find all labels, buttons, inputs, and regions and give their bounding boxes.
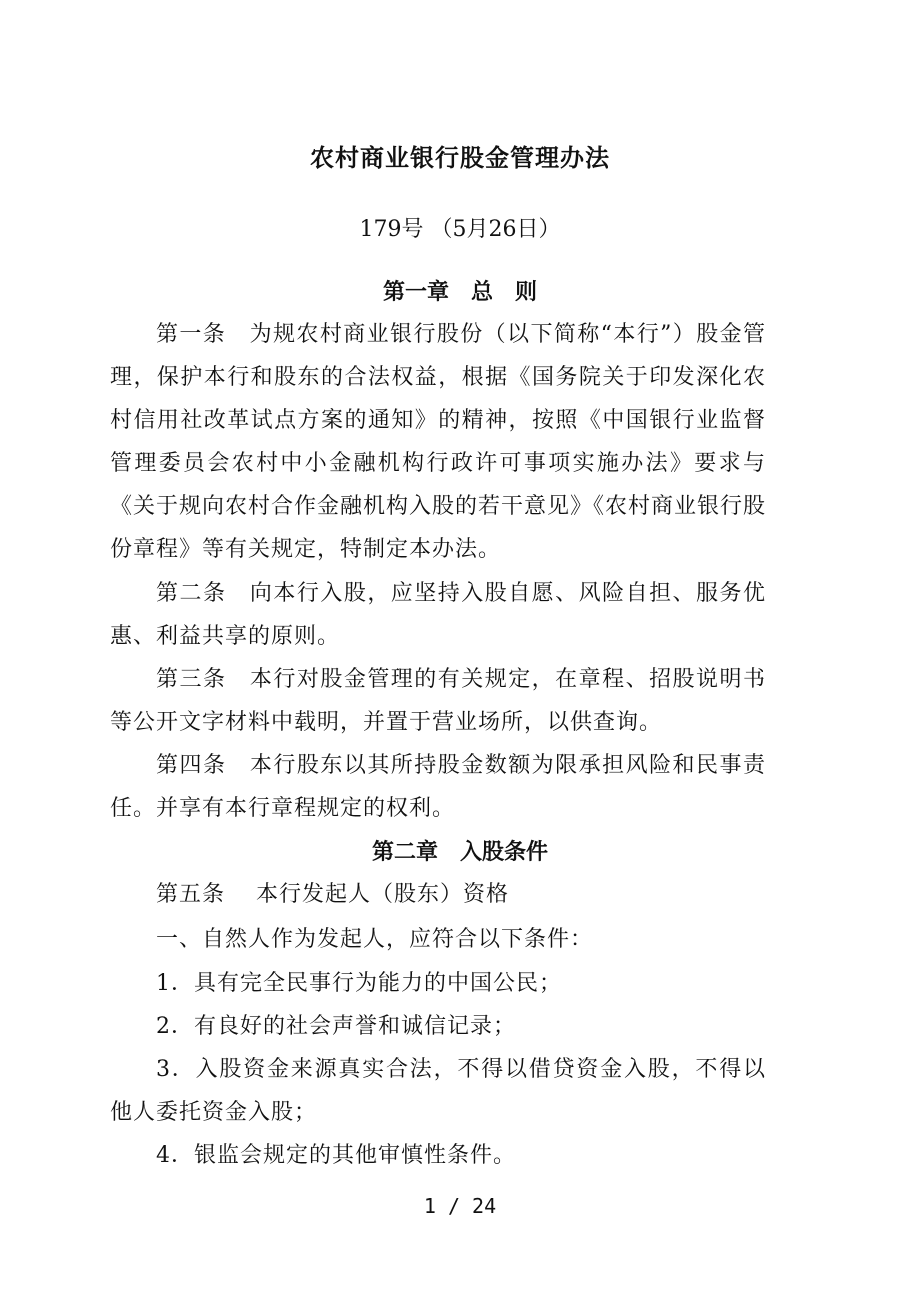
list-item: 一、自然人作为发起人，应符合以下条件： [156,927,594,952]
document-title: 农村商业银行股金管理办法 [310,143,610,172]
list-item: 3．入股资金来源真实合法，不得以借贷资金入股，不得以他人委托资金入股； [110,1057,766,1125]
page-indicator: 1 / 24 [423,1194,497,1218]
chapter-heading: 第二章 入股条件 [371,839,548,865]
article-paragraph: 第二条 向本行入股，应坚持入股自愿、风险自担、服务优惠、利益共享的原则。 [110,581,766,649]
article-paragraph: 第一条 为规农村商业银行股份（以下简称“本行”）股金管理，保护本行和股东的合法权益，根据《国务院关于印发深化农村信用社改革试点方案的通知》的精神，按照《中国银行业监督管理委员会农村中小金融机构行政许可事项实施办法》要求与《关于规向农村合作金融机构入股的若干意见》《农村商业银行股份章程》等有关规定，特制定本办法。 [110,322,767,562]
list-item: 2．有良好的社会声誉和诚信记录； [156,1014,516,1039]
article-paragraph: 第四条 本行股东以其所持股金数额为限承担风险和民事责任。并享有本行章程规定的权利。 [110,753,766,821]
article-paragraph: 第五条 本行发起人（股东）资格 [156,882,509,907]
list-item: 1．具有完全民事行为能力的中国公民； [156,971,562,996]
list-item: 4．银监会规定的其他审慎性条件。 [156,1143,516,1168]
chapter-heading: 第一章 总 则 [382,279,537,305]
article-paragraph: 第三条 本行对股金管理的有关规定，在章程、招股说明书等公开文字材料中载明，并置于营业场所，以供查询。 [110,667,766,735]
document-number: 179号 （5月26日） [359,217,561,242]
